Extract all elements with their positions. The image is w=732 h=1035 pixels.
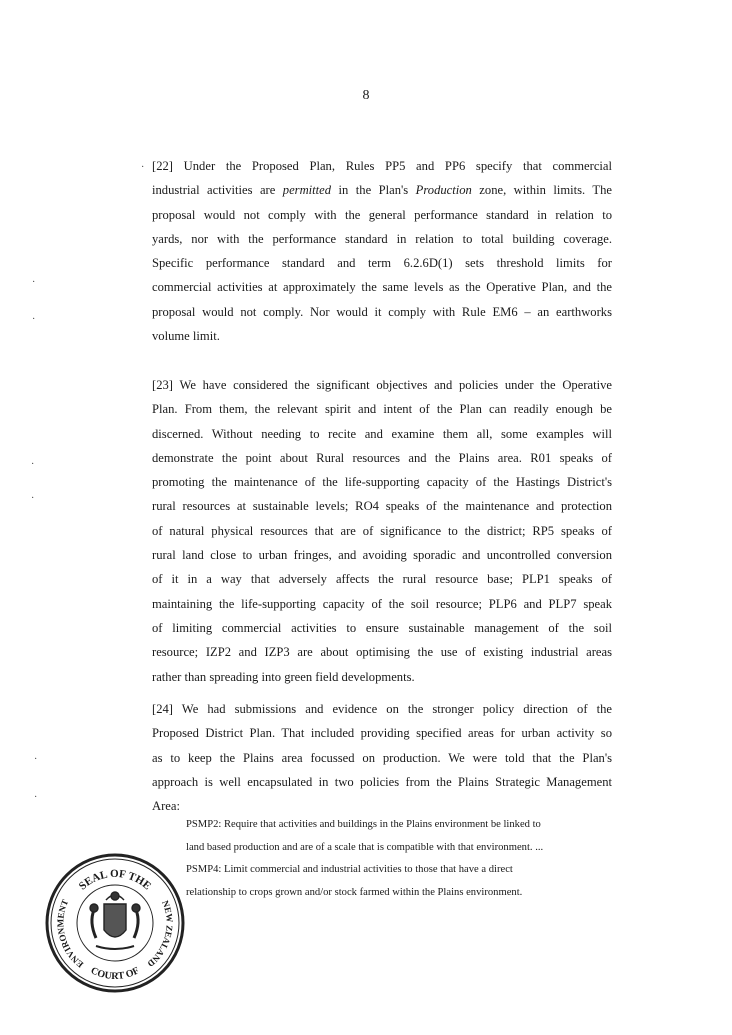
paragraph-line: Specific performance standard and term 6.2.6D(1) sets threshold limits for (152, 256, 612, 271)
paragraph-line: commercial activities at approximately the same levels as the Operative Plan, and the (152, 280, 612, 295)
paragraph-line: rural resources at sustainable levels; RO4 speaks of the maintenance and protection (152, 499, 612, 514)
paragraph-line: yards, nor with the performance standard in relation to total building coverage. (152, 231, 612, 246)
quote-line: PSMP2: Require that activities and buildings in the Plains environment be linked to (186, 819, 541, 830)
margin-dot: · (34, 754, 38, 765)
svg-text:NEW ZEALAND (145, 899, 175, 969)
page-number: 8 (362, 88, 370, 103)
svg-text:SEAL OF THE (77, 868, 153, 893)
paragraph-line: resource; IZP2 and IZP3 are about optimising the use of existing industrial areas (152, 645, 612, 660)
seal-left-text: ENVIRONMENT (55, 897, 86, 970)
paragraph-line: of limiting commercial activities to ensure sustainable management of the soil (152, 620, 612, 635)
margin-dot: · (31, 459, 35, 470)
paragraph-line: promoting the maintenance of the life-supporting capacity of the Hastings District's (152, 475, 612, 490)
paragraph-22 (152, 154, 612, 348)
paragraph-line: as to keep the Plains area focussed on production. We were told that the Plan's (152, 750, 612, 765)
svg-text:ENVIRONMENT (55, 898, 85, 970)
margin-dot: · (32, 277, 36, 288)
paragraph-line: [24] We had submissions and evidence on the stronger policy direction of the (152, 702, 612, 716)
margin-dot: · (34, 792, 38, 803)
paragraph-line: approach is well encapsulated in two policies from the Plains Strategic Management (152, 774, 612, 789)
court-seal-icon (44, 852, 186, 994)
paragraph-23 (152, 373, 612, 689)
paragraph-line: [23] We have considered the significant objectives and policies under the Operative (152, 378, 612, 392)
paragraph-line: discerned. Without needing to recite and examine them all, some examples will (152, 426, 612, 441)
svg-text:COURT OF (89, 965, 141, 982)
paragraph-line: proposal would not comply with the general performance standard in relation to (152, 207, 612, 222)
quote-line: PSMP4: Limit commercial and industrial activities to those that have a direct (186, 864, 513, 875)
paragraph-line: Plan. From them, the relevant spirit and intent of the Plan can readily enough be (152, 402, 612, 417)
quote-line: relationship to crops grown and/or stock farmed within the Plains environment. (186, 886, 523, 898)
margin-dot: · (31, 493, 35, 504)
paragraph-line: volume limit. (152, 329, 220, 344)
paragraph-line: rather than spreading into green field developments. (152, 669, 415, 684)
paragraph-line: rural land close to urban fringes, and avoiding sporadic and uncontrolled conversion (152, 548, 612, 563)
paragraph-line: proposal would not comply. Nor would it comply with Rule EM6 – an earthworks (152, 304, 612, 319)
paragraph-line: maintaining the life-supporting capacity of the soil resource; PLP6 and PLP7 speak (152, 596, 612, 611)
paragraph-line: of natural physical resources that are of significance to the district; RP5 speaks of (152, 523, 612, 538)
seal-bottom-text: COURT OF (88, 965, 142, 983)
paragraph-line: Proposed District Plan. That included providing specified areas for urban activity so (152, 726, 612, 741)
seal-top-text: SEAL OF THE (76, 867, 154, 893)
paragraph-line: [22] Under the Proposed Plan, Rules PP5 and PP6 specify that commercial (152, 159, 612, 173)
policy-quote (186, 814, 616, 904)
paragraph-line: demonstrate the point about Rural resources and the Plains area. R01 speaks of (152, 450, 612, 465)
margin-dot: · (141, 162, 145, 173)
paragraph-line: industrial activities are permitted in the Plan's Production zone, within limits. The (152, 183, 612, 198)
paragraph-line: Area: (152, 799, 180, 814)
paragraph-24 (152, 697, 612, 818)
paragraph-line: of it in a way that adversely affects the rural resource base; PLP1 speaks of (152, 572, 612, 587)
margin-dot: · (32, 314, 36, 325)
quote-line: land based production and are of a scale that is compatible with that environment. ... (186, 841, 544, 853)
seal-right-text: NEW ZEALAND (145, 898, 175, 969)
